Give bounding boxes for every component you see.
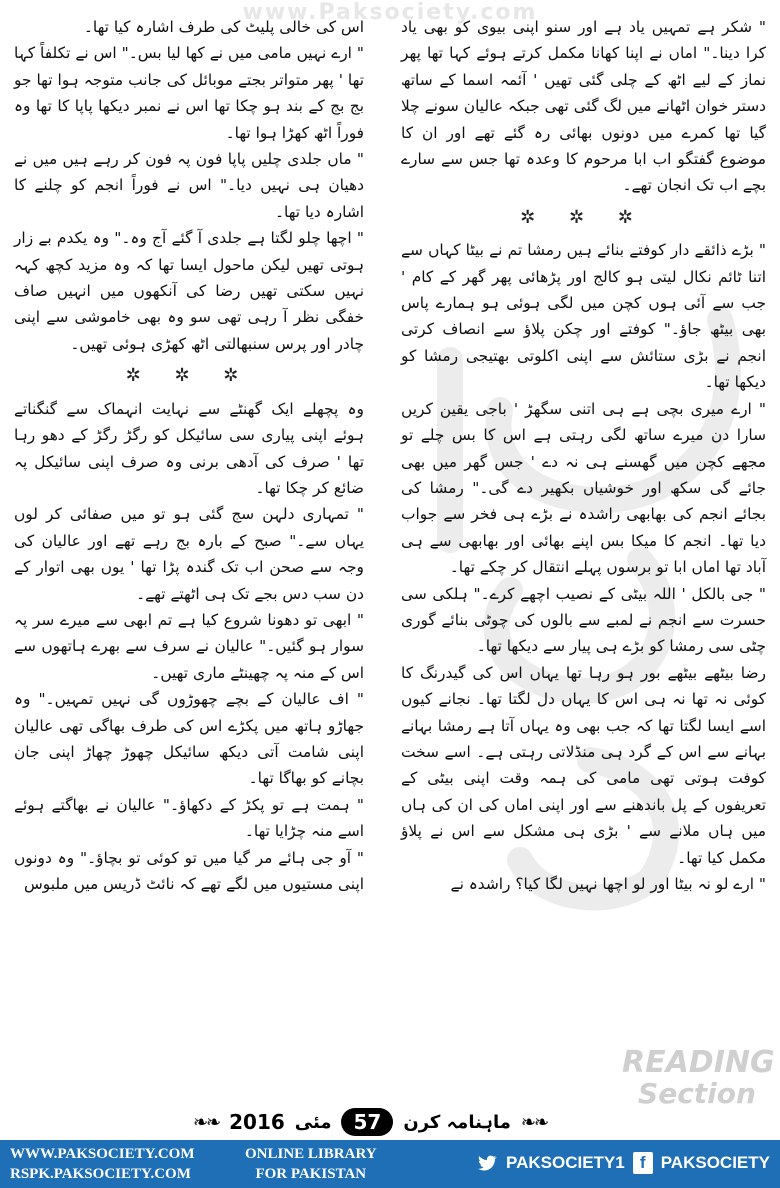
- paragraph: " ارے لو نہ بیٹا اور لو اچھا نہیں لگا کیا؟ راشدہ نے: [450, 875, 766, 893]
- website-link[interactable]: WWW.PAKSOCIETY.COM: [10, 1146, 195, 1162]
- footer-links: [10, 1144, 194, 1184]
- watermark-top: www.Paksociety.com: [242, 0, 538, 25]
- issue-year: 2016: [229, 1110, 285, 1134]
- section-divider: ✲ ✲ ✲: [520, 206, 647, 228]
- paragraph: " آو جی ہائے مر گیا میں تو کوئی تو بچاؤ۔" وہ دونوں اپنی مستیوں میں لگے تھے کہ نائٹ ڈریس میں ملبوس: [14, 848, 364, 893]
- facebook-handle[interactable]: PAKSOCIETY: [660, 1153, 770, 1172]
- reading-section-badge: [622, 1045, 775, 1110]
- paragraph: رضا بیٹھے بیٹھے بور ہو رہا تھا یہاں اس کی گیدرنگ کا کوئی نہ تھا نہ ہی اس کا یہاں دل لگتا تھا۔ نجانے کیوں اسے ایسا لگتا تھا کہ جب بھی وہ یہاں آتا ہے رمشا بہانے بہانے سے اس کے گرد ہی منڈلاتی رہتی ہے۔ اسے سخت کوفت ہوتی تھی مامی کی ہمہ وقت اپنی بیٹی کے تعریفوں کے پل باندھنے سے اور اپنی اماں کی ان کی ہاں میں ہاں ملانے سے ' بڑی ہی مشکل سے اس نے پلاؤ مکمل کیا تھا۔: [401, 663, 766, 867]
- online-library-label: [245, 1144, 377, 1184]
- facebook-icon: f: [633, 1152, 653, 1174]
- twitter-handle[interactable]: PAKSOCIETY1: [506, 1153, 625, 1172]
- right-column: [401, 14, 766, 1114]
- badge-line1: READING: [622, 1045, 775, 1080]
- social-links: [476, 1152, 770, 1174]
- ornament-icon: ❧❧: [520, 1111, 548, 1133]
- section-divider: ✲ ✲ ✲: [125, 365, 253, 387]
- paragraph: " جی بالکل ' اللہ بیٹی کے نصیب اچھے کرے۔" ہلکی سی حسرت سے انجم نے لمبے سے بالوں کی چوٹی بنائے گوری چٹی سی رمشا کو بڑے ہی پیار سے دیکھا تھا۔: [401, 584, 766, 656]
- rspk-link[interactable]: RSPK.PAKSOCIETY.COM: [10, 1166, 191, 1182]
- paragraph: " بڑے ذائقے دار کوفتے بنائے ہیں رمشا تم نے بیٹا کہاں سے اتنا ٹائم نکال لیتی ہو کالج اور پڑھائی پھر گھر کے کام ' جب سے آئی ہوں کچن میں لگی ہوئی ہو ہمارے پاس بھی بیٹھ جاؤ۔" کوفتے اور چکن پلاؤ سے انصاف کرتی انجم نے بڑی ستائش سے اپنی اکلوتی بھتیجی رمشا کو دیکھا تھا۔: [401, 241, 766, 392]
- paragraph: " ارے میری بچی ہے ہی اتنی سگھڑ ' باجی یقین کریں سارا دن میرے ساتھ لگی رہتی ہے اس کا بس چلے تو مجھے کچن میں گھسنے ہی نہ دے ' جس گھر میں بھی جائے گی سکھ اور خوشیاں بکھیر دے گی۔" رمشا کی بجائے انجم کی بھابھی راشدہ نے بڑے ہی فخر سے جواب دیا تھا۔ انجم کا میکا بس اپنے بھائی اور بھابھی سے ہی آباد تھا اماں ابا تو برسوں پہلے انتقال کر چکے تھا۔: [401, 399, 766, 577]
- badge-line2: Section: [638, 1077, 756, 1110]
- left-column: [14, 14, 364, 1114]
- paragraph: " اف عالیان کے بچے چھوڑوں گی نہیں تمہیں۔" وہ جھاڑو ہاتھ میں پکڑے اس کی طرف بھاگی تھی عالیان اپنی شامت آتی دیکھ سائیکل چھوڑ چھاڑ اپنی جان بچانے کو بھاگا تھا۔: [14, 690, 364, 788]
- paragraph: " شکر ہے تمہیں یاد ہے اور سنو اپنی بیوی کو بھی یاد کرا دینا۔" اماں نے اپنا کھانا مکمل کرتے ہوئے کہا تھا پھر نماز کے لیے اٹھ کے چلی گئی تھیں ' آئمہ اسما کے ساتھ دستر خوان اٹھانے میں لگ گئی تھی جبکہ عالیان سونے چلا گیا تھا کمرے میں دونوں بھائی رہ گئے تھے اور ان کا موضوع گفتگو اب ابا مرحوم کا وعدہ تھا جس سے سارے بچے اب تک انجان تھے۔: [401, 18, 766, 195]
- paragraph: " تمہاری دلہن سج گئی ہو تو میں صفائی کر لوں یہاں سے۔" صبح کے بارہ بج رہے تھے اور عالیان کی وجہ سے صحن اب تک گندہ پڑا تھا ' یوں بھی اتوار کے دن سب دس بجے تک ہی اٹھتے تھے۔: [14, 505, 364, 603]
- paragraph: " ماں جلدی چلیں پاپا فون پہ فون کر رہے ہیں میں نے دھیان ہی نہیں دیا۔" اس نے فوراً انجم کو چلنے کا اشارہ دیا تھا۔: [14, 150, 364, 221]
- paragraph: " ارے نہیں مامی میں نے کھا لیا بس۔" اس نے تکلفاً کہا تھا ' پھر متواتر بجتے موبائل کی جانب متوجہ ہوا تھا جو بج بج کے بند ہو چکا تھا اس نے نمبر دیکھا پاپا کا تھا وہ فوراً اٹھ کھڑا ہوا تھا۔: [14, 44, 364, 142]
- paragraph: " ہمت ہے تو پکڑ کے دکھاؤ۔" عالیان نے بھاگتے ہوئے اسے منہ چڑایا تھا۔: [14, 795, 364, 841]
- paragraph: " اچھا چلو لگتا ہے جلدی آ گئے آج وہ۔" وہ یکدم بے زار ہوتی تھیں لیکن ماحول ایسا تھا کہ وہ مزید کچھ کہہ نہیں سکتی تھیں رضا کی آنکھوں میں انہیں صاف خفگی نظر آ رہی تھی سو وہ بھی خاموشی سے اپنی چادر اور پرس سنبھالتی اٹھ کھڑی ہوئی تھیں۔: [14, 229, 364, 353]
- library-line1: ONLINE LIBRARY: [245, 1146, 377, 1162]
- twitter-icon: [476, 1152, 498, 1174]
- page-number: 57: [341, 1108, 393, 1136]
- site-footer: [0, 1140, 780, 1188]
- paragraph: اس کی خالی پلیٹ کی طرف اشارہ کیا تھا۔: [83, 18, 364, 36]
- ornament-icon: ❧❧: [192, 1111, 220, 1133]
- magazine-name: ماہنامہ کرن: [403, 1111, 511, 1133]
- library-line2: FOR PAKISTAN: [255, 1166, 367, 1182]
- paragraph: وہ پچھلے ایک گھنٹے سے نہایت انہماک سے گنگناتے ہوئے اپنی پیاری سی سائیکل کو رگڑ رگڑ کے دھو رہا تھا ' صرف کی آدھی برنی وہ صرف اپنی سائیکل پہ ضائع کر چکا تھا۔: [14, 399, 364, 497]
- paragraph: " ابھی تو دھونا شروع کیا ہے تم ابھی سے میرے سر پہ سوار ہو گئیں۔" عالیان نے سرف سے بھرے ہاتھوں سے اس کے منہ پہ چھینٹے ماری تھیں۔: [14, 610, 364, 682]
- issue-month: مئی: [294, 1111, 332, 1133]
- magazine-footer: [180, 1105, 560, 1139]
